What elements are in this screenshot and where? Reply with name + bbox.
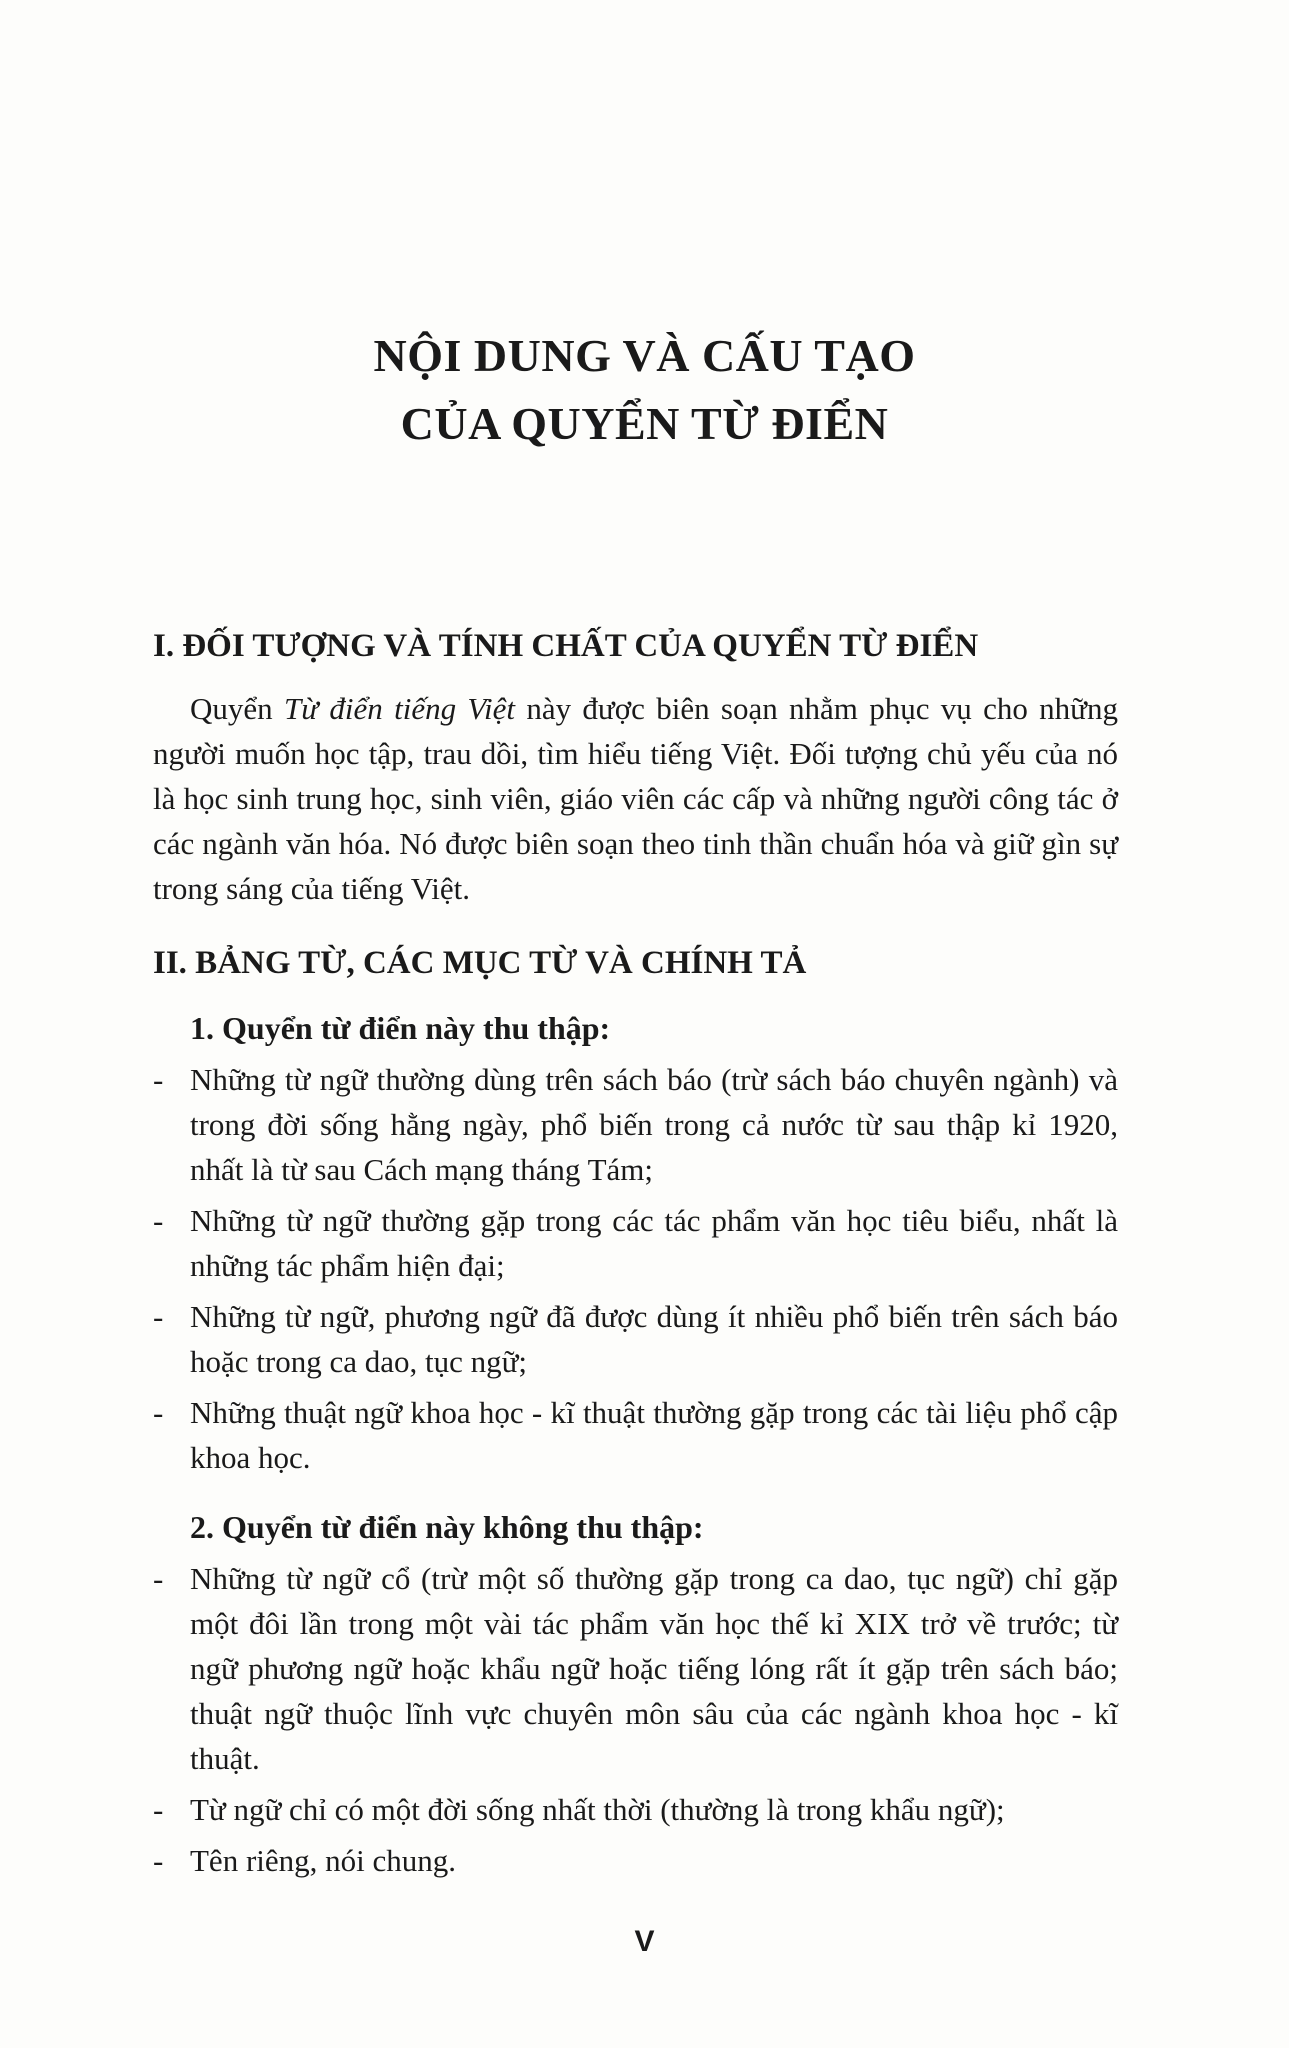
section-1-paragraph: [153, 686, 1118, 911]
list-item-text: Những từ ngữ thường dùng trên sách báo (trừ sách báo chuyên ngành) và trong đời sống hằng ngày, phổ biến trong cả nước từ sau thập kỉ 1920, nhất là từ sau Cách mạng tháng Tám;: [190, 1062, 1118, 1187]
list-item-text: Những thuật ngữ khoa học - kĩ thuật thường gặp trong các tài liệu phổ cập khoa học.: [190, 1395, 1118, 1475]
dash-marker: -: [153, 1203, 164, 1238]
dash-marker: -: [153, 1561, 164, 1596]
list-item-text: Những từ ngữ, phương ngữ đã được dùng ít nhiều phổ biến trên sách báo hoặc trong ca dao, tục ngữ;: [190, 1299, 1118, 1379]
para-prefix: Quyển: [190, 691, 284, 726]
subsection-2-heading: 2. Quyển từ điển này không thu thập:: [190, 1509, 704, 1545]
list-item: [153, 1057, 1118, 1192]
title-line-2: CỦA QUYỂN TỪ ĐIỂN: [400, 398, 889, 449]
list-item: [153, 1556, 1118, 1781]
list-item: [153, 1294, 1118, 1384]
title-line-1: NỘI DUNG VÀ CẤU TẠO: [373, 330, 916, 381]
main-content: [153, 622, 1118, 1883]
dash-marker: -: [153, 1062, 164, 1097]
list-item: [153, 1787, 1118, 1832]
list-item: [153, 1838, 1118, 1883]
subsection-2-list: [153, 1556, 1118, 1883]
dash-marker: -: [153, 1395, 164, 1430]
subsection-1-heading: 1. Quyển từ điển này thu thập:: [190, 1010, 611, 1046]
list-item-text: Những từ ngữ thường gặp trong các tác phẩm văn học tiêu biểu, nhất là những tác phẩm hiện đại;: [190, 1203, 1118, 1283]
subsection-1-list: [153, 1057, 1118, 1480]
list-item-text: Tên riêng, nói chung.: [190, 1843, 457, 1878]
list-item-text: Từ ngữ chỉ có một đời sống nhất thời (thường là trong khẩu ngữ);: [190, 1792, 1005, 1827]
list-item-text: Những từ ngữ cổ (trừ một số thường gặp trong ca dao, tục ngữ) chỉ gặp một đôi lần trong một vài tác phẩm văn học thế kỉ XIX trở về trước; từ ngữ phương ngữ hoặc khẩu ngữ hoặc tiếng lóng rất ít gặp trên sách báo; thuật ngữ thuộc lĩnh vực chuyên môn sâu của các ngành khoa học - kĩ thuật.: [190, 1561, 1118, 1776]
dash-marker: -: [153, 1299, 164, 1334]
dash-marker: -: [153, 1792, 164, 1827]
section-1-heading: I. ĐỐI TƯỢNG VÀ TÍNH CHẤT CỦA QUYỂN TỪ ĐIỂN: [153, 628, 979, 664]
list-item: [153, 1390, 1118, 1480]
page-title: [0, 322, 1289, 458]
dash-marker: -: [153, 1843, 164, 1878]
book-title-italic: Từ điển tiếng Việt: [283, 691, 516, 726]
list-item: [153, 1198, 1118, 1288]
page-number: V: [634, 1925, 655, 1958]
para-rest: này được biên soạn nhằm phục vụ cho những người muốn học tập, trau dồi, tìm hiểu tiếng Việt. Đối tượng chủ yếu của nó là học sinh trung học, sinh viên, giáo viên các cấp và những người công tác ở các ngành văn hóa. Nó được biên soạn theo tinh thần chuẩn hóa và giữ gìn sự trong sáng của tiếng Việt.: [153, 691, 1118, 906]
section-2-heading: II. BẢNG TỪ, CÁC MỤC TỪ VÀ CHÍNH TẢ: [153, 945, 807, 981]
